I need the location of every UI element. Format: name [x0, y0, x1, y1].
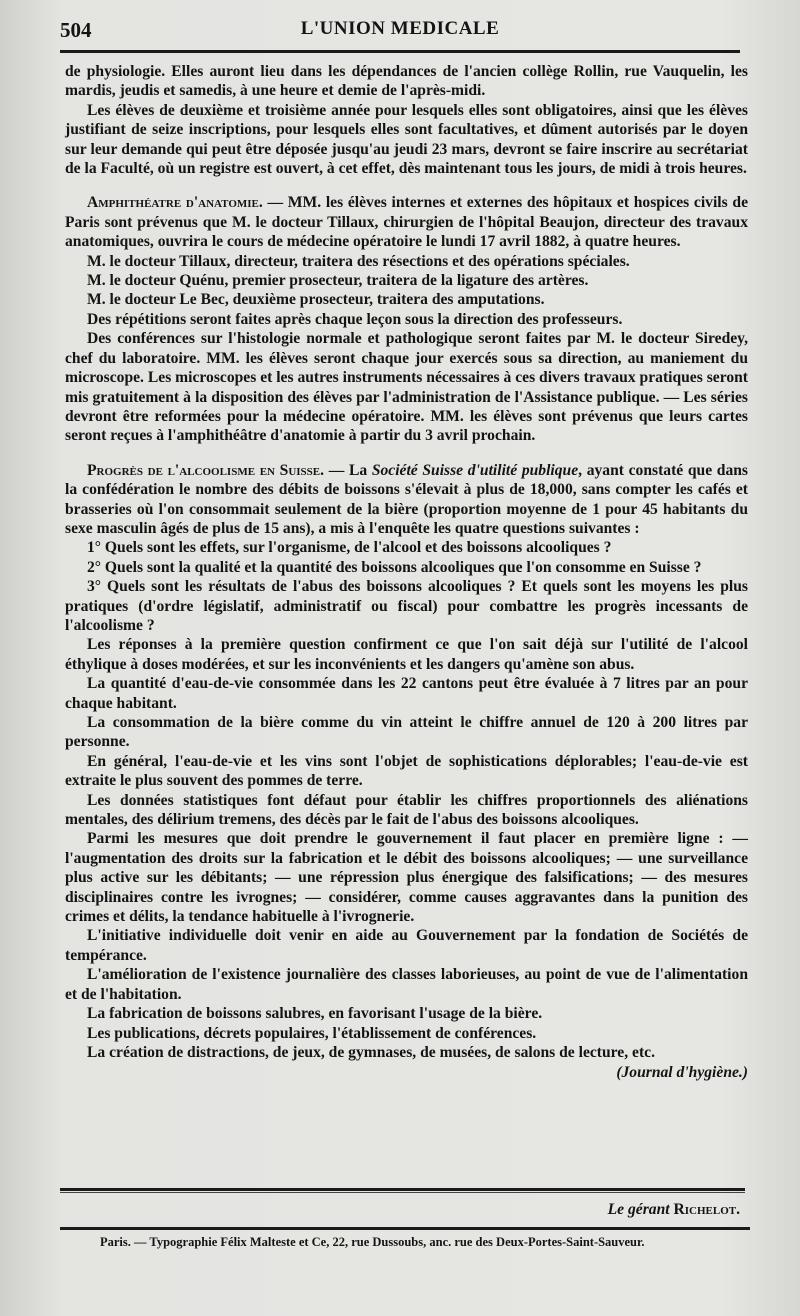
- paragraph: M. le docteur Tillaux, directeur, traitera des résections et des opérations spéciales.: [87, 252, 630, 270]
- section-lead-rest: , ayant constaté que dans la confédération le nombre des débits de boissons s'élevait à plus de 18,000, sans compter les cafés et brasseries où l'on consommait seulement de la bière (proportion moyenne de 1 pour 45 habitants du sexe masculin âgés de plus de 15 ans), a mis à l'enquête les quatre questions suivantes :: [65, 461, 748, 537]
- paragraph: Les réponses à la première question confirment ce que l'on sait déjà sur l'utilité de l'alcool éthylique à doses modérées, et sur les inconvénients et les dangers qu'amène son abus.: [65, 636, 748, 673]
- question-2: 2° Quels sont la qualité et la quantité des boissons alcooliques que l'on consomme en Suisse ?: [87, 558, 702, 576]
- paragraph: Des répétitions seront faites après chaque leçon sous la direction des professeurs.: [87, 310, 623, 328]
- section-heading: Amphithéatre d'anatomie.: [87, 194, 263, 212]
- section-lead-start: — La: [324, 461, 372, 479]
- paragraph: La consommation de la bière comme du vin atteint le chiffre annuel de 120 à 200 litres par personne.: [65, 714, 748, 751]
- paragraph: La quantité d'eau-de-vie consommée dans les 22 cantons peut être évaluée à 7 litres par an pour chaque habitant.: [65, 675, 748, 712]
- paragraph: La création de distractions, de jeux, de gymnases, de musées, de salons de lecture, etc.: [87, 1043, 655, 1061]
- society-name: Société Suisse d'utilité publique: [371, 461, 579, 479]
- paragraph: Les publications, décrets populaires, l'établissement de conférences.: [87, 1024, 537, 1042]
- paragraph: M. le docteur Quénu, premier prosecteur, traitera de la ligature des artères.: [87, 272, 589, 290]
- source-citation: (Journal d'hygiène.): [616, 1064, 748, 1082]
- journal-title: L'UNION MEDICALE: [300, 18, 500, 39]
- footer-rule-thin: [60, 1192, 745, 1193]
- source-citation-row: [65, 1063, 748, 1082]
- paragraph: En général, l'eau-de-vie et les vins sont l'objet de sophistications déplorables; l'eau-de-vie est extraite le plus souvent des pommes de terre.: [65, 752, 748, 790]
- section-heading: Progrès de l'alcoolisme en Suisse.: [87, 461, 325, 479]
- question-1: 1° Quels sont les effets, sur l'organisme, de l'alcool et des boissons alcooliques ?: [87, 539, 612, 557]
- manager-signature: [608, 1201, 740, 1219]
- header-rule: [60, 50, 740, 53]
- section-lead: — MM. les élèves internes et externes des hôpitaux et hospices civils de Paris sont prévenus que M. le docteur Tillaux, chirurgien de l'hôpital Beaujon, directeur des travaux anatomiques, ouvrira le cours de médecine opératoire le lundi 17 avril 1882, à quatre heures.: [65, 194, 748, 251]
- paragraph: Parmi les mesures que doit prendre le gouvernement il faut placer en première ligne : — l'augmentation des droits sur la fabrication et le débit des boissons alcooliques; — une surveillance plus active sur les débitants; — une répression plus énergique des falsifications; — des mesures disciplinaires contre les ivrognes; — considérer, comme causes aggravantes dans la punition des crimes et délits, la tendance habituelle à l'ivrognerie.: [65, 830, 748, 926]
- paragraph: Les données statistiques font défaut pour établir les chiffres proportionnels des aliénations mentales, des délirium tremens, des décès par le fait de l'abus des boissons alcooliques.: [65, 791, 748, 829]
- paragraph: L'amélioration de l'existence journalière des classes laborieuses, au point de vue de l'alimentation et de l'habitation.: [65, 966, 748, 1003]
- footer-rule: [60, 1188, 745, 1191]
- paragraph: L'initiative individuelle doit venir en aide au Gouvernement par la fondation de Sociétés de tempérance.: [65, 927, 748, 964]
- paragraph: Des conférences sur l'histologie normale et pathologique seront faites par M. le docteur Siredey, chef du laboratoire. MM. les élèves seront chaque jour exercés sous sa direction, au maniement du microscope. Les microscopes et les autres instruments nécessaires à ces divers travaux pratiques seront mis gratuitement à la disposition des élèves par l'administration de l'Assistance publique. — Les séries devront être reformées pour la médecine opératoire. MM. les élèves sont prévenus que leurs cartes seront reçues à l'amphithéâtre d'anatomie à partir du 3 avril prochain.: [65, 330, 748, 445]
- section-anatomy: [65, 193, 748, 251]
- paragraph: M. le docteur Le Bec, deuxième prosecteur, traitera des amputations.: [87, 291, 545, 309]
- section-alcoholism: [65, 461, 748, 539]
- manager-label: Le gérant: [607, 1201, 674, 1218]
- article-body: [65, 62, 748, 1083]
- manager-name: Richelot.: [673, 1201, 740, 1218]
- imprint-rule: [60, 1227, 750, 1230]
- paragraph: Les élèves de deuxième et troisième année pour lesquels elles sont obligatoires, ainsi que les élèves justifiant de seize inscriptions, pour lesquels elles sont facultatives, et dûment autorisés par le doyen sur leur demande qui peut être déposée jusqu'au jeudi 23 mars, devront se faire inscrire au secrétariat de la Faculté, où un registre est ouvert, à cet effet, dès maintenant tous les jours, de midi à trois heures.: [65, 101, 748, 178]
- printer-imprint: Paris. — Typographie Félix Malteste et Ce, 22, rue Dussoubs, anc. rue des Deux-Portes-Saint-Sauveur.: [100, 1235, 645, 1249]
- page-header: [60, 18, 740, 48]
- paragraph: La fabrication de boissons salubres, en favorisant l'usage de la bière.: [87, 1005, 543, 1023]
- question-3: 3° Quels sont les résultats de l'abus des boissons alcooliques ? Et quels sont les moyens les plus pratiques (d'ordre législatif, administratif ou fiscal) pour combattre les progrès incessants de l'alcoolisme ?: [65, 578, 748, 634]
- paragraph: de physiologie. Elles auront lieu dans les dépendances de l'ancien collège Rollin, rue Vauquelin, les mardis, jeudis et samedis, à une heure et demie de l'après-midi.: [65, 63, 748, 100]
- page-number: 504: [60, 18, 92, 42]
